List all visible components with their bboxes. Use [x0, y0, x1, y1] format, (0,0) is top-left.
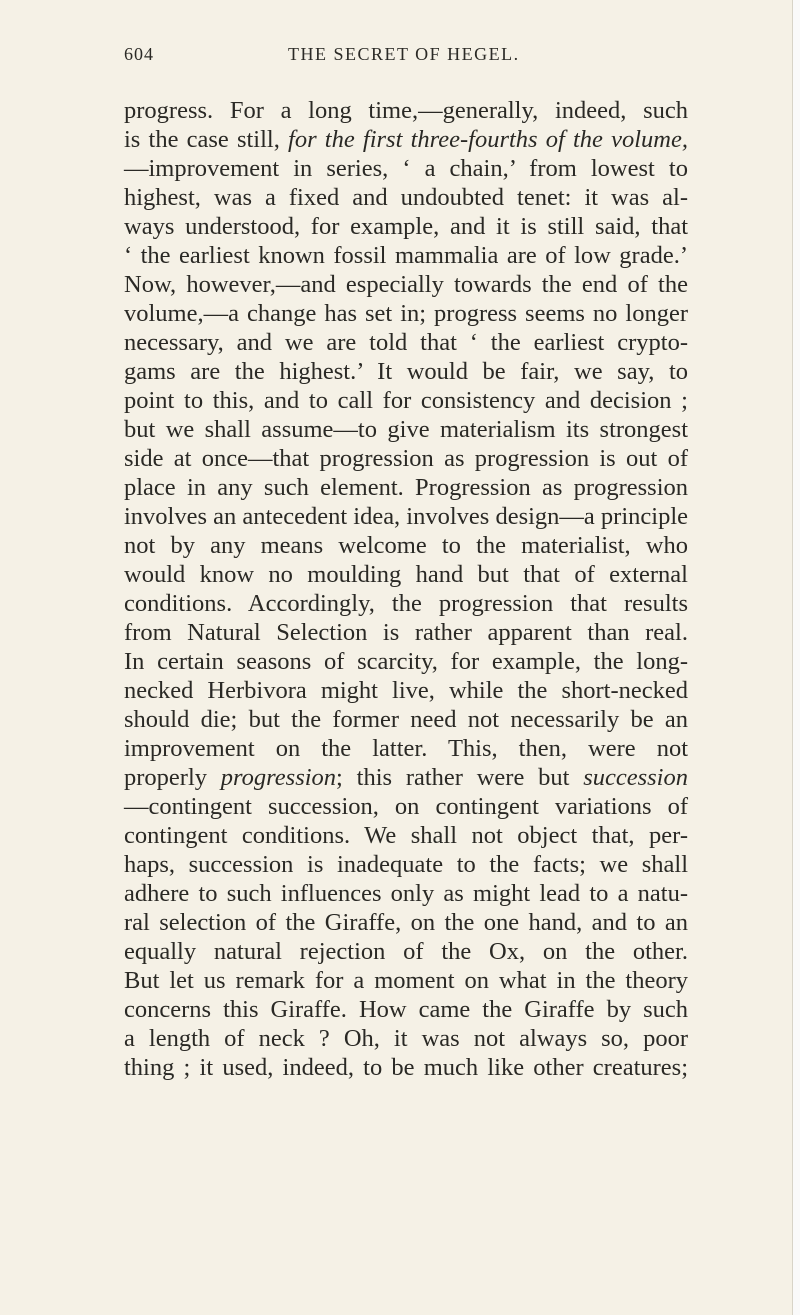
- text-line: —improvement in series, ‘ a chain,’ from lowest to: [124, 155, 688, 182]
- text-line: would know no moulding hand but that of external: [124, 561, 688, 588]
- italic-word: progression: [220, 764, 337, 791]
- text-line: should die; but the former need not necessarily be an: [124, 706, 688, 733]
- page-header: [124, 44, 684, 72]
- text-line: a length of neck ? Oh, it was not always so, poor: [124, 1025, 688, 1052]
- text-line: ‘ the earliest known fossil mammalia are of low grade.’: [124, 242, 688, 269]
- page-edge: [792, 0, 800, 1315]
- text-line: haps, succession is inadequate to the facts; we shall: [124, 851, 688, 878]
- text-line: is the case still, for the first three-fourths of the volume,: [124, 126, 688, 153]
- text-line: In certain seasons of scarcity, for example, the long-: [124, 648, 688, 675]
- text-line: gams are the highest.’ It would be fair, we say, to: [124, 358, 688, 385]
- text-line: thing ; it used, indeed, to be much like other creatures;: [124, 1054, 688, 1081]
- text-line: necessary, and we are told that ‘ the earliest crypto-: [124, 329, 688, 356]
- text-line: place in any such element. Progression as progression: [124, 474, 688, 501]
- text-line: side at once—that progression as progression is out of: [124, 445, 688, 472]
- text-line: progress. For a long time,—generally, indeed, such: [124, 97, 688, 124]
- text-line: but we shall assume—to give materialism its strongest: [124, 416, 688, 443]
- text-line: adhere to such influences only as might lead to a natu-: [124, 880, 688, 907]
- running-title: THE SECRET OF HEGEL.: [288, 44, 520, 64]
- text-line: necked Herbivora might live, while the short-necked: [124, 677, 688, 704]
- text-line: highest, was a fixed and undoubted tenet: it was al-: [124, 184, 688, 211]
- text-line: ral selection of the Giraffe, on the one hand, and to an: [124, 909, 688, 936]
- italic-word: succession: [583, 764, 688, 791]
- text-line: conditions. Accordingly, the progression that results: [124, 590, 688, 617]
- text-line: ways understood, for example, and it is still said, that: [124, 213, 688, 240]
- text-line: —contingent succession, on contingent variations of: [124, 793, 688, 820]
- text-line: from Natural Selection is rather apparent than real.: [124, 619, 688, 646]
- text-line: properly progression; this rather were but succession: [124, 764, 688, 791]
- text-line: not by any means welcome to the materialist, who: [124, 532, 688, 559]
- text-line: contingent conditions. We shall not object that, per-: [124, 822, 688, 849]
- text-line: But let us remark for a moment on what in the theory: [124, 967, 688, 994]
- text-line: volume,—a change has set in; progress seems no longer: [124, 300, 688, 327]
- body-text: [124, 96, 688, 1082]
- text-line: improvement on the latter. This, then, were not: [124, 735, 688, 762]
- page-number: 604: [124, 44, 154, 64]
- italic-phrase: for the first three-fourths of the volume,: [288, 126, 688, 153]
- text-line: involves an antecedent idea, involves design—a principle: [124, 503, 689, 530]
- text-line: equally natural rejection of the Ox, on the other.: [124, 938, 688, 965]
- text-line: concerns this Giraffe. How came the Giraffe by such: [124, 996, 688, 1023]
- text-line: point to this, and to call for consistency and decision ;: [124, 387, 688, 414]
- text-line: Now, however,—and especially towards the end of the: [124, 271, 688, 298]
